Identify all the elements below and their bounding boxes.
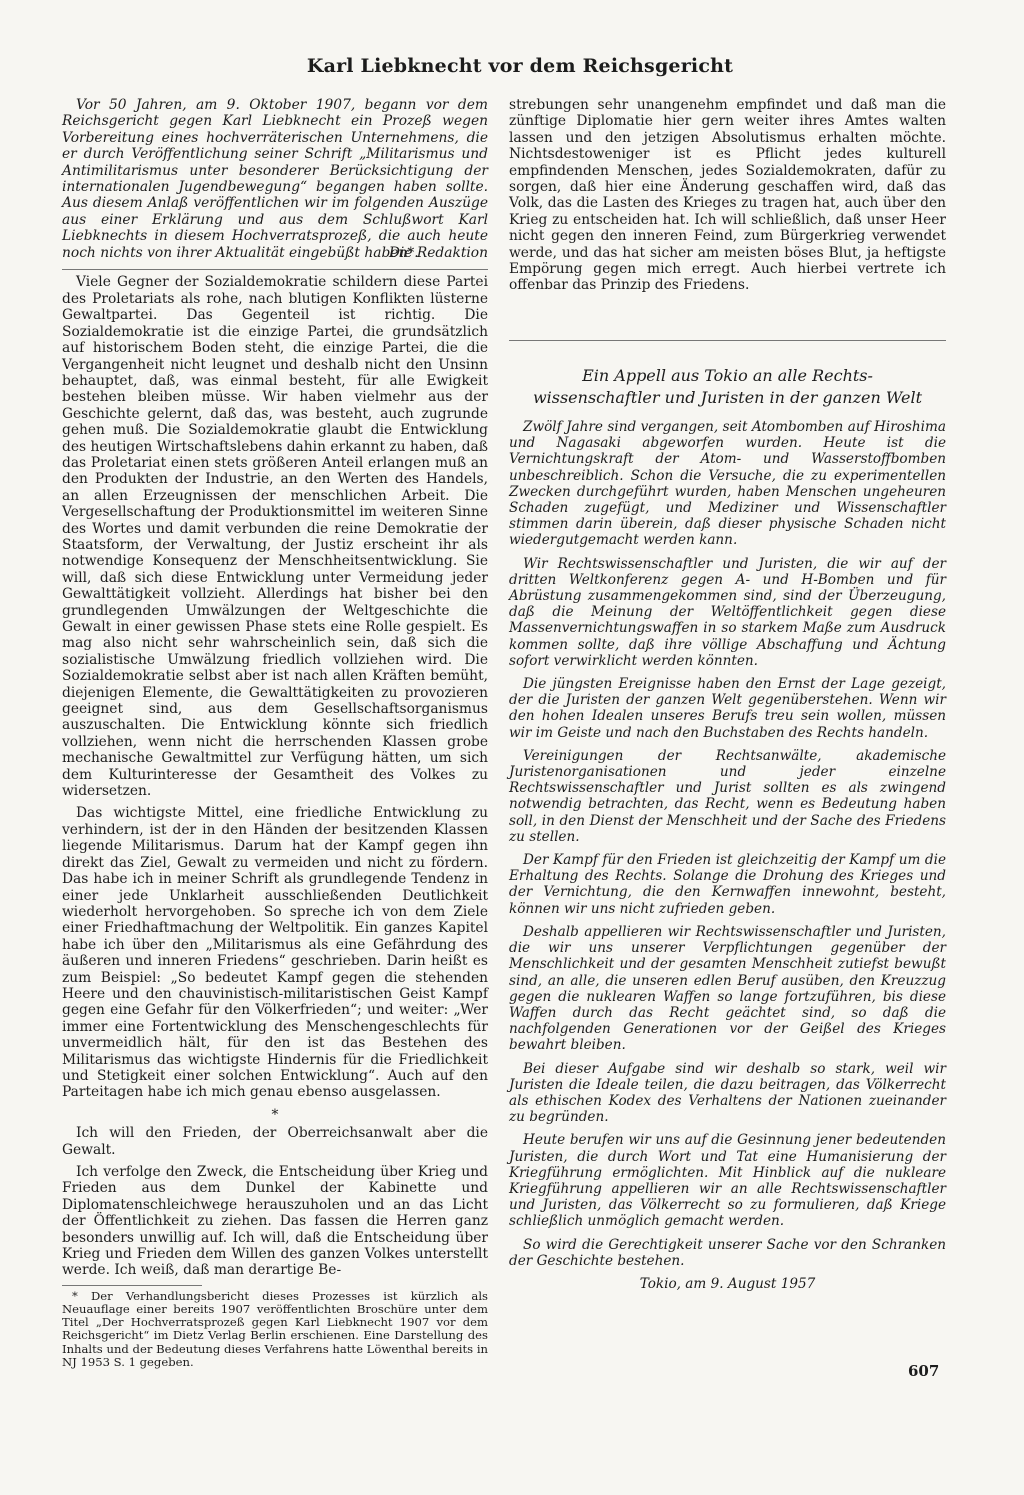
appeal-paragraph-1: Zwölf Jahre sind vergangen, seit Atombomben auf Hiroshima und Nagasaki abgeworfen wurden. Heute ist die Vernichtungskraft der Atom- und Wasserstoffbomben unbeschreiblich. Schon die Versuche, die zu experimentellen Zwecken durchgeführt wurden, haben Menschen ungeheuren Schaden zugefügt, und Mediziner und Wissenschaftler stimmen darin überein, daß dieser physische Schaden nicht wiedergutgemacht werden kann. (509, 419, 946, 549)
appeal-title (509, 365, 946, 409)
appeal-section (509, 345, 946, 1385)
footnote-divider (62, 1285, 202, 1286)
appeal-paragraph-5: Der Kampf für den Frieden ist gleichzeitig der Kampf um die Erhaltung des Rechts. Solange die Drohung des Krieges und der Vernichtung, die den Kernwaffen innewohnt, besteht, können wir uns nicht zufrieden geben. (509, 852, 946, 917)
intro-text: Vor 50 Jahren, am 9. Oktober 1907, begann vor dem Reichsgericht gegen Karl Liebknecht ein Prozeß wegen Vorbereitung eines hochverräterischen Unternehmens, die er durch Veröffentlichung seiner Schrift „Militarismus und Antimilitarismus unter besonderer Berücksichtigung der internationalen Jugendbewegung“ begangen haben sollte. Aus diesem Anlaß veröffentlichen wir im folgenden Auszüge aus einer Erklärung und aus dem Schlußwort Karl Liebknechts in diesem Hochverratsprozeß, die auch heute noch nichts von ihrer Aktualität eingebüßt haben*. (62, 97, 488, 261)
left-column (62, 97, 488, 1369)
left-paragraph-2: Das wichtigste Mittel, eine friedliche Entwicklung zu verhindern, ist der in den Händen der besitzenden Klassen liegende Militarismus. Darum hat der Kampf gegen ihn direkt das Ziel, Gewalt zu vermeiden und nicht zu fördern. Das habe ich in meiner Schrift als grundlegende Tendenz in einer jede Unklarheit ausschließenden Deutlichkeit wiederholt hervorgehoben. So spreche ich von dem Ziele einer Friedhaftmachung der Weltpolitik. Ein ganzes Kapitel habe ich über den „Militarismus als eine Gefährdung des äußeren und inneren Friedens“ geschrieben. Darin heißt es zum Beispiel: „So bedeutet Kampf gegen die stehenden Heere und den chauvinistisch-militaristischen Geist Kampf gegen eine Gefahr für den Völkerfrieden“; und weiter: „Wer immer eine Fortentwicklung des Menschengeschlechts für unvermeidlich hält, für den ist das Bestehen des Militarismus das wichtigste Hindernis für die Friedlichkeit und Stetigkeit einer solchen Entwicklung“. Auch auf den Parteitagen habe ich mich genau ebenso ausgelassen. (62, 805, 488, 1101)
right-continuation: strebungen sehr unangenehm empfindet und daß man die zünftige Diplomatie hier gern weiter ihres Amtes walten lassen und den jetzigen Absolutismus erhalten möchte. Nichtsdestoweniger ist es Pflicht jedes kulturell empfindenden Menschen, jedes Sozialdemokraten, dafür zu sorgen, daß hier eine Änderung geschaffen wird, daß das Volk, das die Lasten des Krieges zu tragen hat, auch über den Krieg zu entscheiden hat. Ich will schließlich, daß unser Heer nicht gegen den inneren Feind, zum Bürgerkrieg verwendet werde, und das hat sicher am meisten böses Blut, ja heftigste Empörung gegen mich erregt. Auch hierbei vertrete ich offenbar das Prinzip des Friedens. (509, 97, 946, 294)
left-paragraph-1: Viele Gegner der Sozialdemokratie schildern diese Partei des Proletariats als rohe, nach blutigen Konflikten lüsterne Gewaltpartei. Das Gegenteil ist richtig. Die Sozialdemokratie ist die einzige Partei, die grundsätzlich auf historischem Boden steht, die einzige Partei, die die Vergangenheit nicht leugnet und deshalb nicht den Unsinn behauptet, daß, was einmal besteht, für alle Ewigkeit bestehen bleiben müsse. Wir haben vielmehr aus der Geschichte gelernt, daß das, was besteht, auch zugrunde gehen muß. Die Sozialdemokratie glaubt die Entwicklung des heutigen Wirtschaftslebens dahin erkannt zu haben, daß das Proletariat einen stets größeren Anteil erlangen muß an den Produkten der Industrie, an den Werten des Handels, an allen Erzeugnissen der menschlichen Arbeit. Die Vergesellschaftung der Produktionsmittel im weiteren Sinne des Wortes und damit verbunden die reine Demokratie der Staatsform, der Verwaltung, der Justiz erscheint ihr als notwendige Konsequenz der Menschheitsentwicklung. Sie will, daß sich diese Entwicklung unter Vermeidung jeder Gewalttätigkeit vollzieht. Allerdings hat bisher bei den grundlegenden Umwälzungen der Weltgeschichte die Gewalt in einer gewissen Phase stets eine Rolle gespielt. Es mag also nicht sehr wahrscheinlich sein, daß sich die sozialistische Umwälzung friedlich vollziehen wird. Die Sozialdemokratie selbst aber ist nach allen Kräften bemüht, diejenigen Elemente, die Gewalttätigkeiten zu provozieren geeignet sind, aus dem Gesellschaftsorganismus auszuschalten. Die Entwicklung könnte sich friedlich vollziehen, wenn nicht die herrschenden Klassen grobe mechanische Gewaltmittel zur Verfügung hätten, um sich dem Kulturinteresse der Gesamtheit des Volkes zu widersetzen. (62, 274, 488, 800)
right-column-top (509, 97, 946, 300)
appeal-paragraph-9: So wird die Gerechtigkeit unserer Sache vor den Schranken der Geschichte bestehen. (509, 1236, 946, 1269)
appeal-paragraph-4: Vereinigungen der Rechtsanwälte, akademische Juristenorganisationen und jeder einzelne Rechtswissenschaftler und Jurist sollten es als zwingend notwendig betrachten, das Recht, wenn es Bedeutung haben soll, in den Dienst der Menschheit und der Sache des Friedens zu stellen. (509, 747, 946, 845)
appeal-divider (509, 340, 946, 341)
appeal-paragraph-2: Wir Rechtswissenschaftler und Juristen, die wir auf der dritten Weltkonferenz gegen A- und H-Bomben und für Abrüstung zusammengekommen sind, sind der Überzeugung, daß die Meinung der Weltöffentlichkeit gegen diese Massenvernichtungswaffen in so starkem Maße zum Ausdruck kommen sollte, daß ihre völlige Abschaffung und Ächtung sofort verwirklicht werden könnten. (509, 555, 946, 669)
intro-divider (62, 269, 488, 270)
appeal-paragraph-3: Die jüngsten Ereignisse haben den Ernst der Lage gezeigt, der die Juristen der ganzen Welt gegenüberstehen. Wenn wir den hohen Idealen unseres Berufs treu sein wollen, müssen wir im Geiste und nach den Buchstaben des Rechts handeln. (509, 676, 946, 741)
appeal-title-line-1: Ein Appell aus Tokio an alle Rechts- (582, 366, 873, 385)
appeal-paragraph-8: Heute berufen wir uns auf die Gesinnung jener bedeutenden Juristen, die durch Wort und Tat eine Humanisierung der Kriegführung ermöglichten. Mit Hinblick auf die nukleare Kriegführung appellieren wir an alle Rechtswissenschaftler und Juristen, das Völkerrecht so zu formulieren, daß Kriege schließlich unmöglich gemacht werden. (509, 1132, 946, 1230)
article-title: Karl Liebknecht vor dem Reichsgericht (306, 55, 734, 77)
page-number: 607 (908, 1362, 940, 1380)
appeal-title-line-2: wissenschaftler und Juristen in der ganzen Welt (532, 388, 923, 407)
section-star: * (271, 1106, 279, 1123)
intro-signature: Die Redaktion (388, 245, 488, 262)
appeal-paragraph-6: Deshalb appellieren wir Rechtswissenschaftler und Juristen, die wir uns unserer Verpflichtungen gegenüber der Menschlichkeit und der gesamten Menschheit zutiefst bewußt sind, an alle, die unseren edlen Beruf ausüben, den Kreuzzug gegen die nuklearen Waffen so lange fortzuführen, bis diese Waffen durch das Recht geächtet sind, so daß die nachfolgenden Generationen vor der Geißel des Krieges bewahrt bleiben. (509, 923, 946, 1054)
left-paragraph-4: Ich verfolge den Zweck, die Entscheidung über Krieg und Frieden aus dem Dunkel der Kabinette und Diplomatenschleichwege herauszuholen und an das Licht der Öffentlichkeit zu ziehen. Das fassen die Herren ganz besonders unwillig auf. Ich will, daß die Entscheidung über Krieg und Frieden dem Willen des ganzen Volkes unterstellt werde. Ich weiß, daß man derartige Be- (62, 1164, 488, 1279)
left-paragraph-3: Ich will den Frieden, der Oberreichsanwalt aber die Gewalt. (62, 1125, 488, 1158)
appeal-date: Tokio, am 9. August 1957 (639, 1275, 816, 1292)
appeal-paragraph-7: Bei dieser Aufgabe sind wir deshalb so stark, weil wir Juristen die Ideale teilen, die dazu beitragen, das Völkerrecht als ethischen Kodex des Verhaltens der Nationen zueinander zu begründen. (509, 1060, 946, 1126)
footnote: * Der Verhandlungsbericht dieses Prozesses ist kürzlich als Neuauflage einer bereits 1907 veröffentlichten Broschüre unter dem Titel „Der Hochverratsprozeß gegen Karl Liebknecht 1907 vor dem Reichsgericht“ im Dietz Verlag Berlin erschienen. Eine Darstellung des Inhalts und der Bedeutung dieses Verfahrens hatte Löwenthal bereits in NJ 1953 S. 1 gegeben. (62, 1288, 488, 1369)
